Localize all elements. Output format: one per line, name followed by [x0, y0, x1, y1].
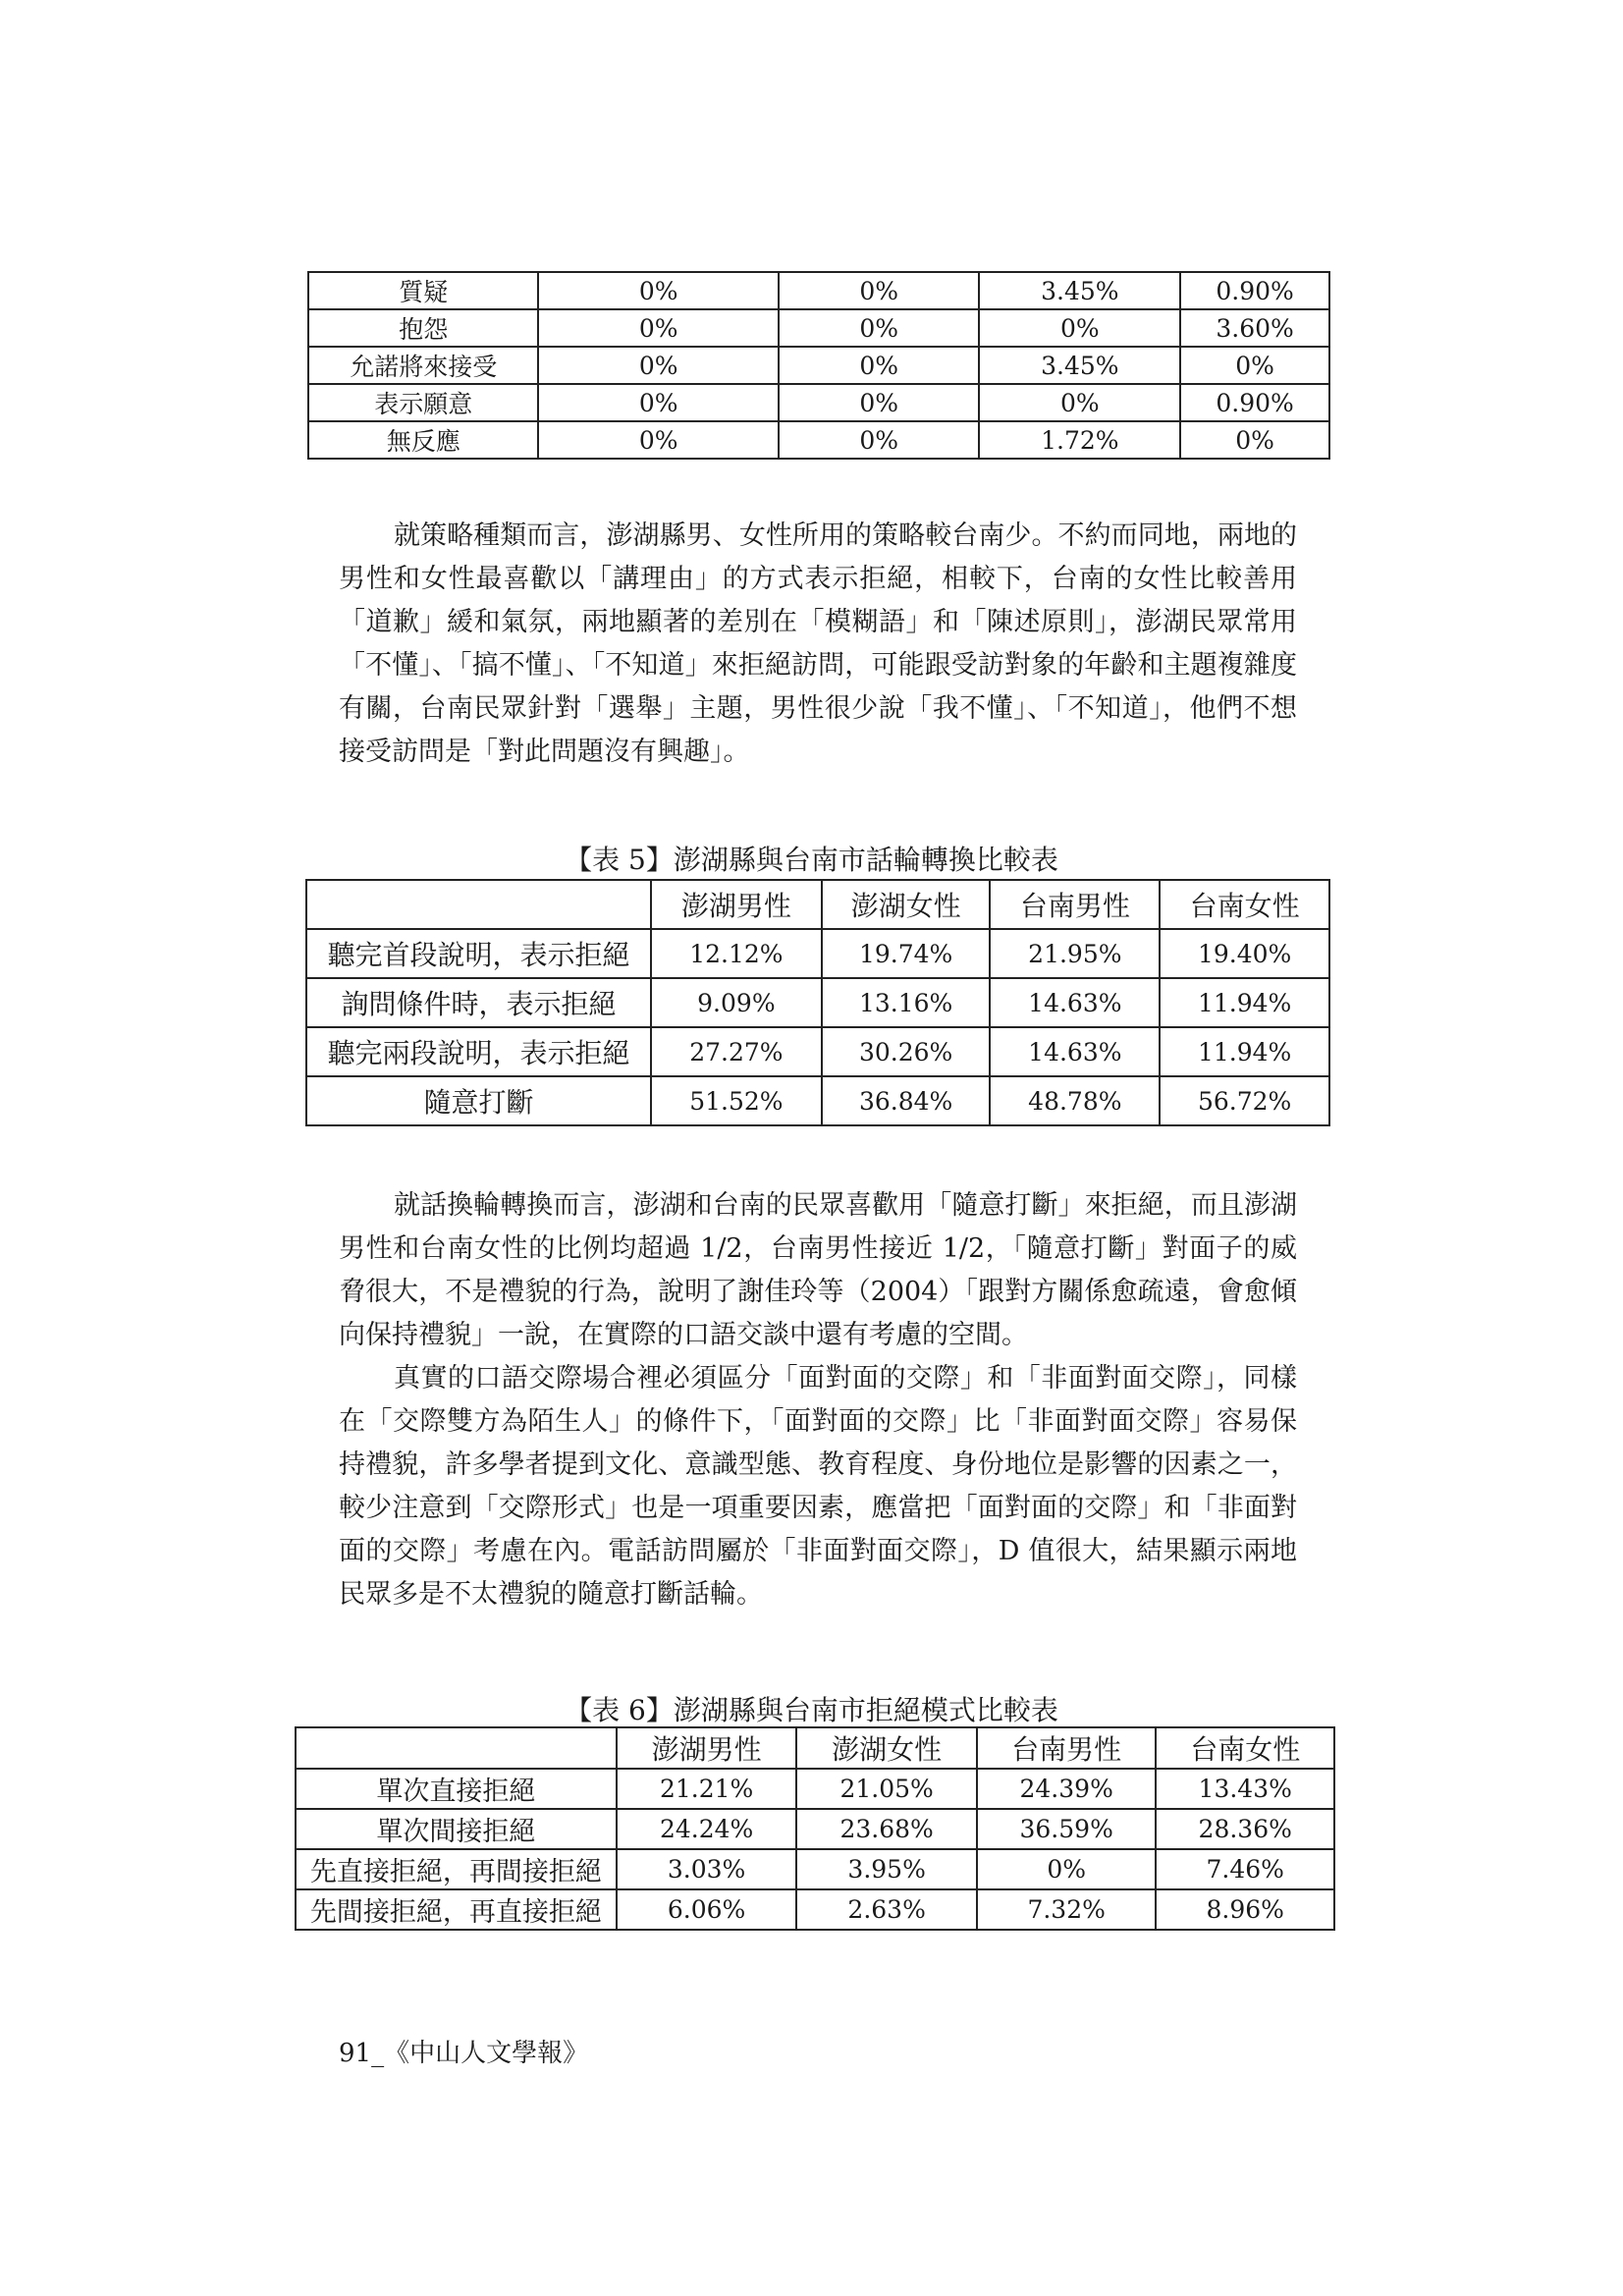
row-label: 單次間接拒絕	[296, 1809, 617, 1849]
table-cell: 0%	[779, 309, 980, 347]
table-cell: 3.03%	[617, 1849, 797, 1889]
paragraph-turn-taking: 就話換輪轉換而言，澎湖和台南的民眾喜歡用「隨意打斷」來拒絕，而且澎湖男性和台南女性的比例均超過 1/2，台南男性接近 1/2，「隨意打斷」對面子的威脅很大，不是禮貌的行為，說明了謝佳玲等（2004）「跟對方關係愈疏遠，會愈傾向保持禮貌」一說，在實際的口語交談中還有考慮的空間。	[339, 1190, 1297, 1350]
table-cell: 36.59%	[977, 1809, 1157, 1849]
table-cell: 7.32%	[977, 1889, 1157, 1930]
table-cell: 0%	[538, 272, 778, 309]
table-cell: 24.24%	[617, 1809, 797, 1849]
row-label: 質疑	[308, 272, 538, 309]
table-cell: 0%	[1180, 421, 1329, 459]
page-footer: 91_《中山人文學報》	[339, 2039, 589, 2068]
table-cell: 21.21%	[617, 1769, 797, 1809]
table6-caption: 【表 6】澎湖縣與台南市拒絕模式比較表	[565, 1694, 1058, 1726]
table-cell: 3.95%	[796, 1849, 977, 1889]
table-cell: 3.60%	[1180, 309, 1329, 347]
row-label: 聽完兩段說明，表示拒絕	[306, 1027, 651, 1076]
row-label: 表示願意	[308, 384, 538, 421]
row-label: 聽完首段說明，表示拒絕	[306, 929, 651, 978]
table-row	[296, 1769, 1334, 1809]
table-cell: 0%	[538, 384, 778, 421]
column-header: 台南女性	[1160, 880, 1329, 929]
table-cell: 0%	[779, 421, 980, 459]
table-cell: 0%	[979, 384, 1180, 421]
column-header: 台南女性	[1156, 1727, 1334, 1769]
column-header: 澎湖男性	[617, 1727, 797, 1769]
column-header: 澎湖女性	[796, 1727, 977, 1769]
table-cell: 13.43%	[1156, 1769, 1334, 1809]
table-cell: 28.36%	[1156, 1809, 1334, 1849]
table-row	[308, 384, 1329, 421]
table-row	[306, 1027, 1329, 1076]
table-cell: 19.74%	[822, 929, 991, 978]
row-label: 抱怨	[308, 309, 538, 347]
table-cell: 0%	[1180, 347, 1329, 384]
table-row	[308, 421, 1329, 459]
table-cell: 9.09%	[651, 978, 822, 1027]
table4-continuation	[307, 271, 1330, 460]
column-header: 澎湖女性	[822, 880, 991, 929]
table-cell: 0%	[538, 347, 778, 384]
row-label: 先間接拒絕，再直接拒絕	[296, 1889, 617, 1930]
table-cell: 13.16%	[822, 978, 991, 1027]
table-cell: 0.90%	[1180, 272, 1329, 309]
row-label: 無反應	[308, 421, 538, 459]
table-row	[306, 929, 1329, 978]
row-label: 允諾將來接受	[308, 347, 538, 384]
column-header: 台南男性	[977, 1727, 1157, 1769]
table-cell: 30.26%	[822, 1027, 991, 1076]
column-header: 澎湖男性	[651, 880, 822, 929]
table-header-row	[306, 880, 1329, 929]
table-cell: 0%	[979, 309, 1180, 347]
table-row	[306, 978, 1329, 1027]
table-cell: 0%	[779, 347, 980, 384]
table-cell: 0%	[538, 309, 778, 347]
table-cell: 0%	[779, 272, 980, 309]
paragraph-strategy-types: 就策略種類而言，澎湖縣男、女性所用的策略較台南少。不約而同地，兩地的男性和女性最喜歡以「講理由」的方式表示拒絕，相較下，台南的女性比較善用「道歉」緩和氣氛，兩地顯著的差別在「模糊語」和「陳述原則」，澎湖民眾常用「不懂」、「搞不懂」、「不知道」來拒絕訪問，可能跟受訪對象的年齡和主題複雜度有關，台南民眾針對「選舉」主題，男性很少說「我不懂」、「不知道」，他們不想接受訪問是「對此問題沒有興趣」。	[339, 520, 1297, 767]
table-cell: 11.94%	[1160, 978, 1329, 1027]
table-cell: 6.06%	[617, 1889, 797, 1930]
table-row	[308, 309, 1329, 347]
table-cell: 19.40%	[1160, 929, 1329, 978]
table-row	[296, 1889, 1334, 1930]
table-cell: 23.68%	[796, 1809, 977, 1849]
table-cell: 1.72%	[979, 421, 1180, 459]
table-cell: 21.05%	[796, 1769, 977, 1809]
table-cell: 51.52%	[651, 1076, 822, 1125]
table-row	[296, 1849, 1334, 1889]
table-cell: 12.12%	[651, 929, 822, 978]
paragraph-interaction-forms: 真實的口語交際場合裡必須區分「面對面的交際」和「非面對面交際」，同樣在「交際雙方為陌生人」的條件下，「面對面的交際」比「非面對面交際」容易保持禮貌，許多學者提到文化、意識型態、教育程度、身份地位是影響的因素之一，較少注意到「交際形式」也是一項重要因素，應當把「面對面的交際」和「非面對面的交際」考慮在內。電話訪問屬於「非面對面交際」，D 值很大，結果顯示兩地民眾多是不太禮貌的隨意打斷話輪。	[339, 1363, 1297, 1610]
table4-body	[308, 272, 1329, 459]
table-header-row	[296, 1727, 1334, 1769]
table-cell: 0.90%	[1180, 384, 1329, 421]
table-cell: 0%	[779, 384, 980, 421]
table-cell: 0%	[977, 1849, 1157, 1889]
table-cell: 11.94%	[1160, 1027, 1329, 1076]
column-header	[306, 880, 651, 929]
table-cell: 7.46%	[1156, 1849, 1334, 1889]
table-cell: 21.95%	[990, 929, 1160, 978]
table5-turn-taking	[305, 879, 1330, 1126]
row-label: 單次直接拒絕	[296, 1769, 617, 1809]
table-cell: 14.63%	[990, 1027, 1160, 1076]
table6-refusal-patterns	[295, 1726, 1335, 1931]
table-row	[296, 1809, 1334, 1849]
table-row	[308, 272, 1329, 309]
table-row	[308, 347, 1329, 384]
table-cell: 48.78%	[990, 1076, 1160, 1125]
column-header	[296, 1727, 617, 1769]
table-cell: 36.84%	[822, 1076, 991, 1125]
row-label: 詢問條件時，表示拒絕	[306, 978, 651, 1027]
table-cell: 14.63%	[990, 978, 1160, 1027]
table-cell: 0%	[538, 421, 778, 459]
column-header: 台南男性	[990, 880, 1160, 929]
table-cell: 24.39%	[977, 1769, 1157, 1809]
table-cell: 56.72%	[1160, 1076, 1329, 1125]
table-cell: 3.45%	[979, 347, 1180, 384]
table-row	[306, 1076, 1329, 1125]
table-cell: 27.27%	[651, 1027, 822, 1076]
table-cell: 8.96%	[1156, 1889, 1334, 1930]
table5-caption: 【表 5】澎湖縣與台南市話輪轉換比較表	[565, 844, 1058, 876]
table-cell: 3.45%	[979, 272, 1180, 309]
row-label: 先直接拒絕，再間接拒絕	[296, 1849, 617, 1889]
table-cell: 2.63%	[796, 1889, 977, 1930]
row-label: 隨意打斷	[306, 1076, 651, 1125]
